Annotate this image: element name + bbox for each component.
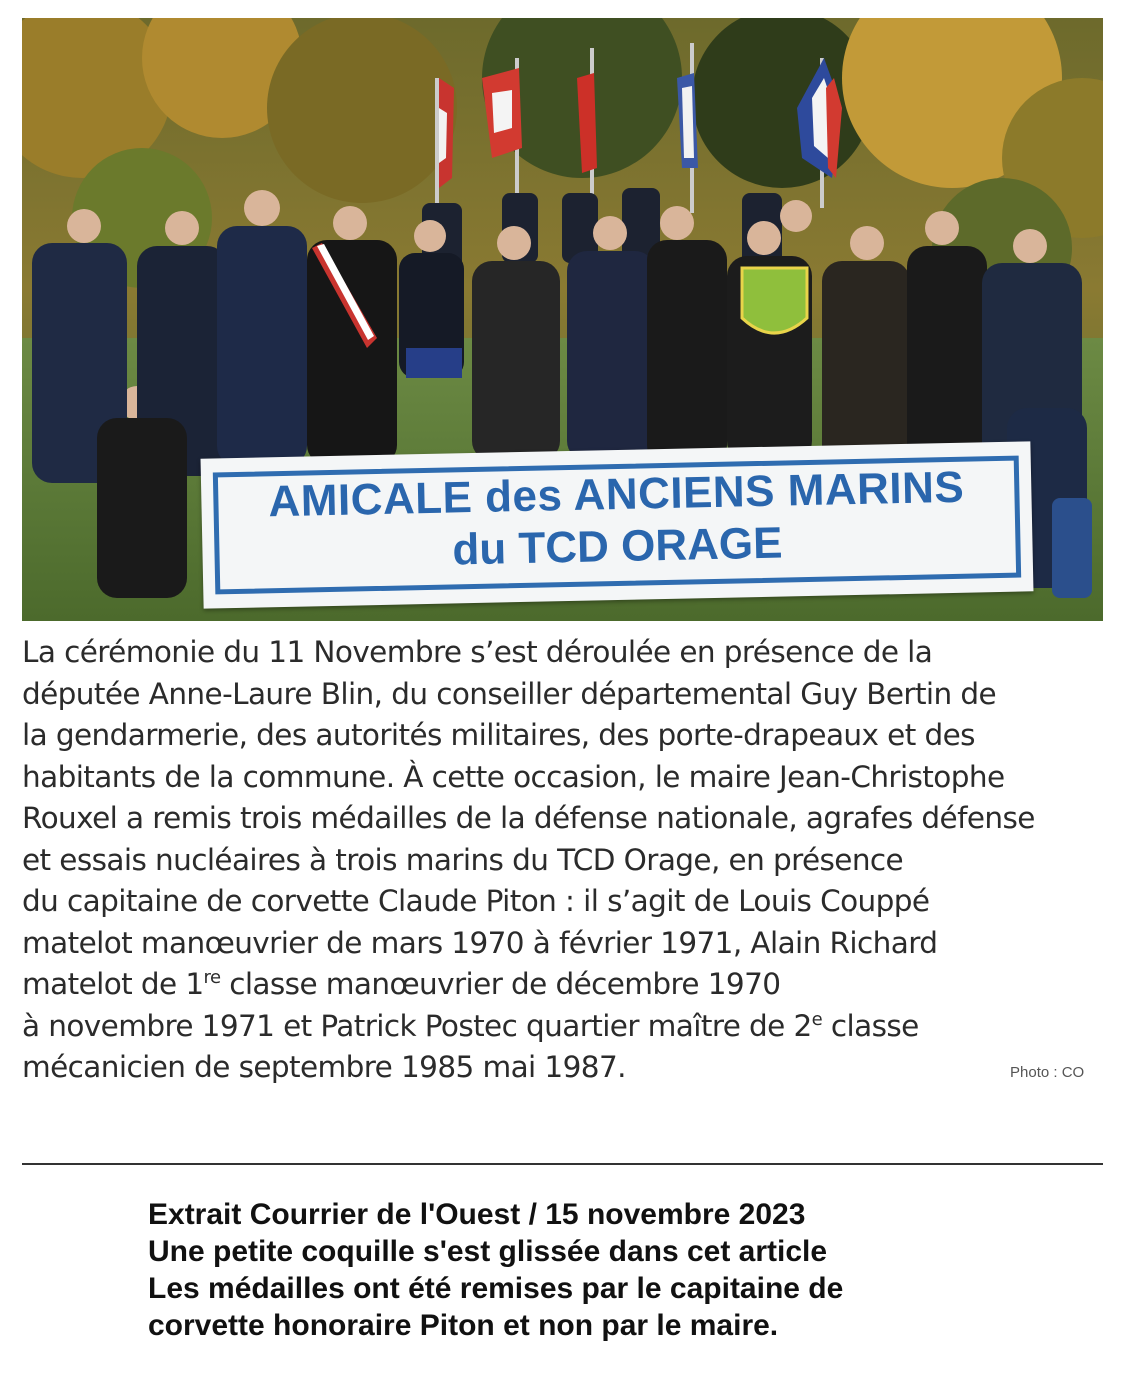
caption-superscript: re xyxy=(203,967,221,988)
note-line: Extrait Courrier de l'Ouest / 15 novembre 2023 xyxy=(148,1198,806,1231)
banner-subtitle: du TCD ORAGE xyxy=(451,518,783,575)
note-line: corvette honoraire Piton et non par le maire. xyxy=(148,1309,779,1342)
photo-credit: Photo : CO xyxy=(1010,1064,1085,1081)
correction-note xyxy=(148,1196,843,1344)
caption-text: à novembre 1971 et Patrick Postec quartier maître de 2 xyxy=(22,1008,812,1043)
caption-line: habitants de la commune. À cette occasion, le maire Jean-Christophe xyxy=(22,759,1005,794)
caption-line: matelot manœuvrier de mars 1970 à février 1971, Alain Richard xyxy=(22,925,938,960)
banner-title: AMICALE des ANCIENS MARINS xyxy=(267,462,965,527)
note-line: Une petite coquille s'est glissée dans cet article xyxy=(148,1235,828,1268)
caption-line: La cérémonie du 11 Novembre s’est déroulée en présence de la xyxy=(22,635,933,669)
banner xyxy=(201,441,1034,608)
caption-line: la gendarmerie, des autorités militaires, des porte-drapeaux et des xyxy=(22,718,975,752)
divider xyxy=(22,1163,1103,1165)
caption-line xyxy=(22,1006,1112,1048)
caption-line: du capitaine de corvette Claude Piton : il s’agit de Louis Couppé xyxy=(22,884,930,918)
photo-caption xyxy=(22,632,1112,1089)
caption-text: classe xyxy=(822,1008,919,1043)
caption-superscript: e xyxy=(811,1008,823,1030)
caption-text: matelot de 1 xyxy=(22,967,204,1001)
note-line: Les médailles ont été remises par le capitaine de xyxy=(148,1272,844,1305)
caption-line: et essais nucléaires à trois marins du TCD Orage, en présence xyxy=(22,842,904,877)
caption-line: Rouxel a remis trois médailles de la défense nationale, agrafes défense xyxy=(22,801,1035,835)
caption-line: mécanicien de septembre 1985 mai 1987. xyxy=(22,1050,626,1084)
caption-text: classe manœuvrier de décembre 1970 xyxy=(220,967,781,1001)
ceremony-photo xyxy=(22,18,1103,621)
caption-line: députée Anne-Laure Blin, du conseiller départemental Guy Bertin de xyxy=(22,676,997,711)
caption-line xyxy=(22,964,1112,1006)
